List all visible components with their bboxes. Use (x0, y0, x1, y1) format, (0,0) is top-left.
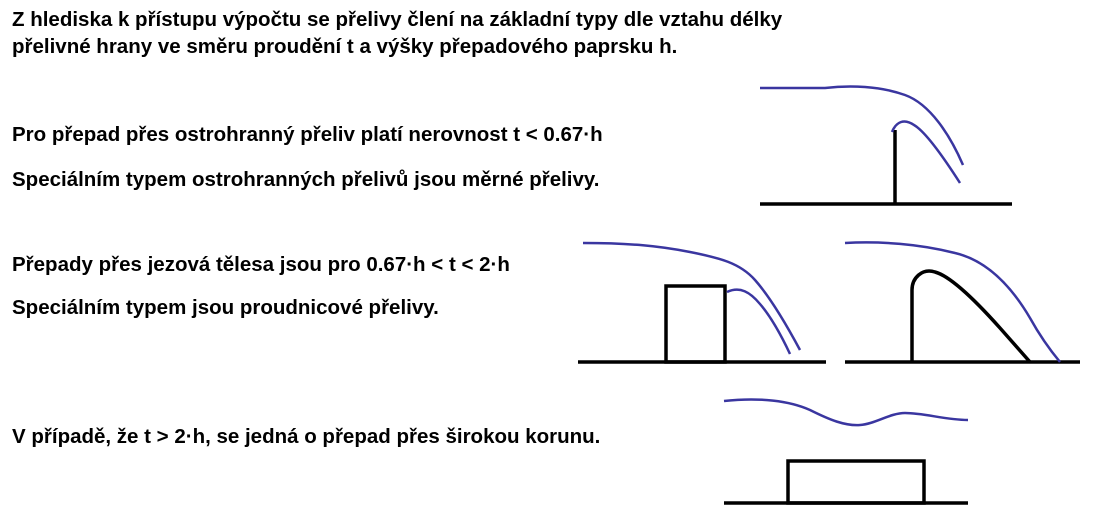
intro-line-1: Z hlediska k přístupu výpočtu se přelivy člení na základní typy dle vztahu délky (12, 8, 783, 31)
weir-body-upper-nappe (583, 243, 800, 350)
sharp-crested-upper-nappe (760, 86, 963, 165)
broad-crested-weir-diagram (724, 399, 968, 503)
broad-crested-condition: V případě, že t > 2·h, se jedná o přepad přes širokou korunu. (12, 425, 601, 448)
broad-crested-water-surface (724, 399, 968, 425)
weir-body-block (666, 286, 725, 362)
sharp-crested-weir-diagram (760, 86, 1012, 204)
sharp-crested-special-type: Speciálním typem ostrohranných přelivů jsou měrné přelivy. (12, 168, 600, 191)
weir-body-special-type: Speciálním typem jsou proudnicové přelivy. (12, 296, 439, 319)
ogee-weir-diagram (845, 242, 1080, 362)
weir-body-rectangular-diagram (578, 243, 826, 362)
sharp-crested-condition: Pro přepad přes ostrohranný přeliv platí nerovnost t < 0.67·h (12, 123, 603, 146)
intro-paragraph (12, 6, 782, 60)
ogee-weir-profile (912, 271, 1030, 362)
ogee-upper-nappe (845, 242, 1060, 362)
intro-line-2: přelivné hrany ve směru proudění t a výšky přepadového paprsku h. (12, 35, 678, 58)
weir-body-lower-nappe (727, 290, 790, 354)
broad-crested-block (788, 461, 924, 503)
sharp-crested-lower-nappe (892, 121, 960, 183)
weir-body-condition: Přepady přes jezová tělesa jsou pro 0.67·h < t < 2·h (12, 253, 510, 276)
